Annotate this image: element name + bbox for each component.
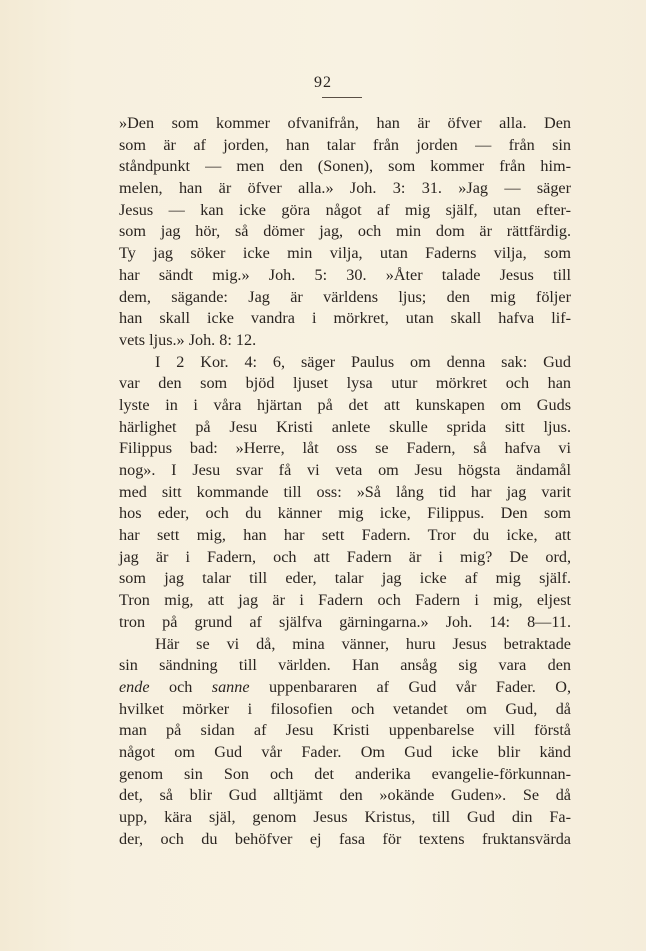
text-line: har sett mig, han har sett Fadern. Tror du icke, att <box>119 526 571 545</box>
text-line: »Den som kommer ofvanifrån, han är öfver alla. Den <box>119 114 571 132</box>
text-line: Filippus bad: »Herre, låt oss se Fadern, så hafva vi <box>119 439 571 458</box>
page-number: 92 <box>314 74 332 91</box>
text-line: Här se vi då, mina vänner, huru Jesus betraktade <box>155 634 571 653</box>
text-line: var den som bjöd ljuset lysa utur mörkret och han <box>119 374 571 393</box>
text-line: det, så blir Gud alltjämt den »okände Guden». Se då <box>119 786 571 805</box>
text-line: lyste in i våra hjärtan på det att kunskapen om Guds <box>119 395 571 414</box>
text-line: härlighet på Jesu Kristi anlete skulle sprida sitt ljus. <box>119 417 571 436</box>
body-text <box>119 113 571 850</box>
text-line: man på sidan af Jesu Kristi uppenbarelse vill förstå <box>119 721 571 740</box>
text-line: nog». I Jesu svar få vi veta om Jesu högsta ändamål <box>119 461 571 479</box>
text-line: genom sin Son och det anderika evangelie-förkunnan- <box>119 764 571 783</box>
text-line: som jag talar till eder, talar jag icke af mig själf. <box>119 569 571 588</box>
text-line: ståndpunkt — men den (Sonen), som kommer från him- <box>119 157 571 176</box>
text-line: Tron mig, att jag är i Fadern och Fadern i mig, eljest <box>119 591 571 610</box>
text-line: tron på grund af själfva gärningarna.» Joh. 14: 8—11. <box>119 612 571 631</box>
text-line: Jesus — kan icke göra något af mig själf, utan efter- <box>119 200 571 219</box>
text-line: hvilket mörker i filosofien och vetandet om Gud, då <box>119 699 571 718</box>
text-line: som jag hör, så dömer jag, och min dom är rättfärdig. <box>119 222 571 241</box>
text-line: der, och du behöfver ej fasa för textens fruktansvärda <box>119 829 571 848</box>
text-line: hos eder, och du känner mig icke, Filippus. Den som <box>119 504 571 523</box>
text-line: ende och sanne uppenbararen af Gud vår Fader. O, <box>119 677 572 696</box>
text-line: jag är i Fadern, och att Fadern är i mig? De ord, <box>119 547 571 566</box>
text-line: något om Gud vår Fader. Om Gud icke blir känd <box>119 742 571 761</box>
text-line: han skall icke vandra i mörkret, utan skall hafva lif- <box>119 309 571 328</box>
text-line: I 2 Kor. 4: 6, säger Paulus om denna sak: Gud <box>155 352 571 371</box>
text-line: med sitt kommande till oss: »Så lång tid har jag varit <box>119 482 571 501</box>
page-number-rule <box>322 97 362 98</box>
text-line: har sändt mig.» Joh. 5: 30. »Åter talade Jesus till <box>119 265 571 284</box>
text-line: sin sändning till världen. Han ansåg sig vara den <box>119 656 571 675</box>
text-line: vets ljus.» Joh. 8: 12. <box>119 330 257 349</box>
text-line: upp, kära själ, genom Jesus Kristus, till Gud din Fa- <box>119 808 571 826</box>
text-line: Ty jag söker icke min vilja, utan Faderns vilja, som <box>119 244 571 263</box>
text-line: melen, han är öfver alla.» Joh. 3: 31. »Jag — säger <box>119 179 571 198</box>
text-line: dem, sägande: Jag är världens ljus; den mig följer <box>119 287 571 306</box>
text-line: som är af jorden, han talar från jorden — från sin <box>119 135 571 154</box>
